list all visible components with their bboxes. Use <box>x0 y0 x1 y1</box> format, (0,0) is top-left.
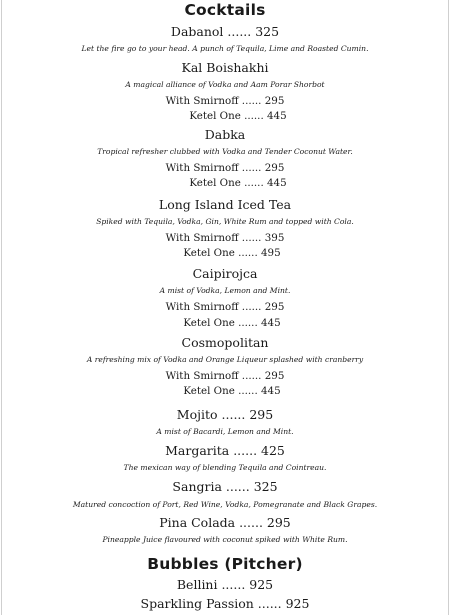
item-price-long-island-ketel-one: Ketel One ...... 495 <box>183 247 281 259</box>
item-price-dabka-smirnoff: With Smirnoff ...... 295 <box>165 162 285 174</box>
item-price-kal-boishakhi-smirnoff: With Smirnoff ...... 295 <box>165 95 285 107</box>
item-description-mojito: A mist of Bacardi, Lemon and Mint. <box>156 427 294 436</box>
item-name-caipirojca: Caipirojca <box>192 266 258 281</box>
item-description-dabka: Tropical refresher clubbed with Vodka and Tender Coconut Water. <box>97 147 353 156</box>
item-price-caipirojca-smirnoff: With Smirnoff ...... 295 <box>165 301 285 313</box>
item-name-dabanol: Dabanol ...... 325 <box>170 24 280 39</box>
item-description-kal-boishakhi: A magical alliance of Vodka and Aam Porar Shorbot <box>125 80 325 89</box>
item-name-bellini: Bellini ...... 925 <box>176 577 274 592</box>
section-title-bubbles: Bubbles (Pitcher) <box>147 555 303 573</box>
item-name-long-island-iced-tea: Long Island Iced Tea <box>158 197 292 212</box>
item-price-long-island-smirnoff: With Smirnoff ...... 395 <box>165 232 285 244</box>
item-description-long-island-iced-tea: Spiked with Tequila, Vodka, Gin, White Rum and topped with Cola. <box>96 217 354 226</box>
item-name-mojito: Mojito ...... 295 <box>176 407 274 422</box>
item-name-margarita: Margarita ...... 425 <box>165 443 285 458</box>
item-name-kal-boishakhi: Kal Boishakhi <box>181 60 269 75</box>
item-description-caipirojca: A mist of Vodka, Lemon and Mint. <box>159 286 291 295</box>
item-price-cosmopolitan-smirnoff: With Smirnoff ...... 295 <box>165 370 285 382</box>
item-description-pina-colada: Pineapple Juice flavoured with coconut spiked with White Rum. <box>102 535 348 544</box>
item-description-sangria: Matured concoction of Port, Red Wine, Vodka, Pomegranate and Black Grapes. <box>72 500 378 509</box>
item-name-pina-colada: Pina Colada ...... 295 <box>159 515 291 530</box>
item-price-kal-boishakhi-ketel-one: Ketel One ...... 445 <box>189 110 287 122</box>
item-name-dabka: Dabka <box>204 127 246 142</box>
item-description-margarita: The mexican way of blending Tequila and Cointreau. <box>123 463 327 472</box>
item-name-cosmopolitan: Cosmopolitan <box>181 335 269 350</box>
item-price-dabka-ketel-one: Ketel One ...... 445 <box>189 177 287 189</box>
item-name-sangria: Sangria ...... 325 <box>172 479 278 494</box>
item-name-sparkling-passion: Sparkling Passion ...... 925 <box>140 596 310 611</box>
section-title-cocktails: Cocktails <box>184 1 266 19</box>
item-price-caipirojca-ketel-one: Ketel One ...... 445 <box>183 317 281 329</box>
item-description-cosmopolitan: A refreshing mix of Vodka and Orange Liqueur splashed with cranberry <box>86 355 364 364</box>
item-price-cosmopolitan-ketel-one: Ketel One ...... 445 <box>183 385 281 397</box>
item-description-dabanol: Let the fire go to your head. A punch of Tequila, Lime and Roasted Cumin. <box>81 44 369 53</box>
